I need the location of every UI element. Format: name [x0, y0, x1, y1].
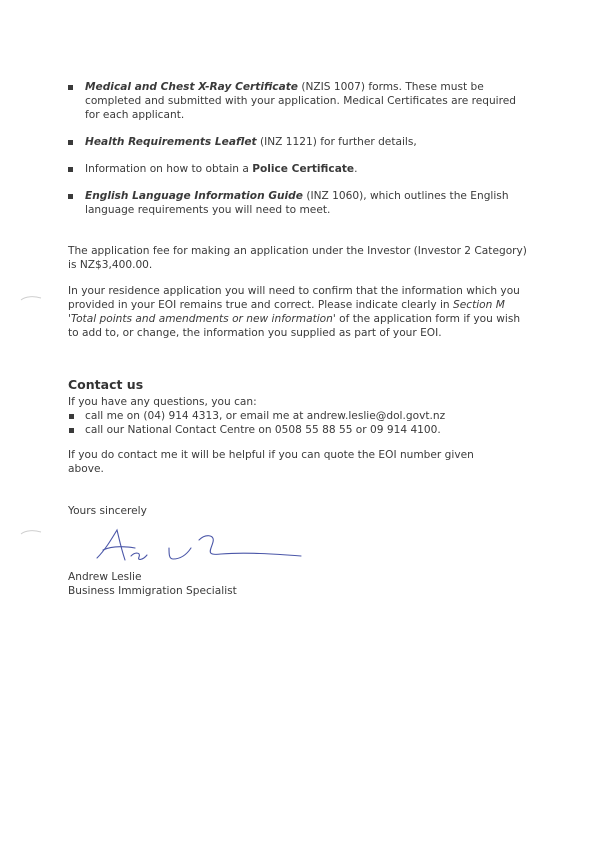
bullet-icon — [68, 167, 73, 172]
signer-name: Andrew Leslie — [68, 571, 142, 583]
section-reference: Section M 'Total points and amendments or new information' — [68, 299, 505, 325]
bullet-icon — [68, 85, 73, 90]
bullet-icon — [68, 140, 73, 145]
scan-mark-icon — [20, 528, 42, 536]
signer-block — [68, 570, 528, 598]
signer-title: Business Immigration Specialist — [68, 585, 237, 597]
contact-intro: If you have any questions, you can: — [68, 396, 257, 408]
list-item — [68, 162, 528, 176]
list-item — [68, 409, 528, 423]
contact-section — [68, 395, 528, 437]
bullet-icon — [68, 194, 73, 199]
bullet-icon — [69, 428, 74, 433]
item-text: (INZ 1060), which outlines the English language requirements you will need to meet. — [85, 190, 509, 216]
contact-item: call our National Contact Centre on 0508 55 88 55 or 09 914 4100. — [85, 424, 441, 436]
list-item — [68, 189, 528, 217]
list-item — [68, 423, 528, 437]
item-text: Information on how to obtain a — [85, 163, 253, 175]
fee-paragraph: The application fee for making an application under the Investor (Investor 2 Category) is NZ$3,400.00. — [68, 245, 527, 271]
document-name: Medical and Chest X-Ray Certificate — [85, 81, 298, 93]
document-name: English Language Information Guide — [85, 190, 303, 202]
document-name: Health Requirements Leaflet — [85, 136, 257, 148]
residence-paragraph — [68, 284, 528, 340]
enclosure-list — [68, 80, 528, 230]
list-item — [68, 80, 528, 122]
paragraph-text: of the application form if you wish to add to, or change, the information you supplied as part of your EOI. — [68, 313, 521, 339]
item-text: . — [354, 163, 358, 175]
contact-item: call me on (04) 914 4313, or email me at andrew.leslie@dol.govt.nz — [85, 410, 446, 422]
contact-followup: If you do contact me it will be helpful if you can quote the EOI number given above. — [68, 449, 474, 475]
item-text: (NZIS 1007) forms. These must be completed and submitted with your application. Medical Certificates are required for each applicant. — [85, 81, 516, 121]
contact-heading: Contact us — [68, 377, 144, 392]
signature-image — [95, 526, 305, 572]
bullet-icon — [69, 414, 74, 419]
paragraph-text: In your residence application you will need to confirm that the information which you provided in your EOI remains true and correct. Please indicate clearly in — [68, 285, 520, 311]
closing: Yours sincerely — [68, 505, 147, 517]
contact-list — [68, 409, 528, 437]
scan-mark-icon — [20, 294, 42, 302]
list-item — [68, 135, 528, 149]
item-text: (INZ 1121) for further details, — [256, 136, 417, 148]
document-name: Police Certificate — [252, 163, 355, 175]
